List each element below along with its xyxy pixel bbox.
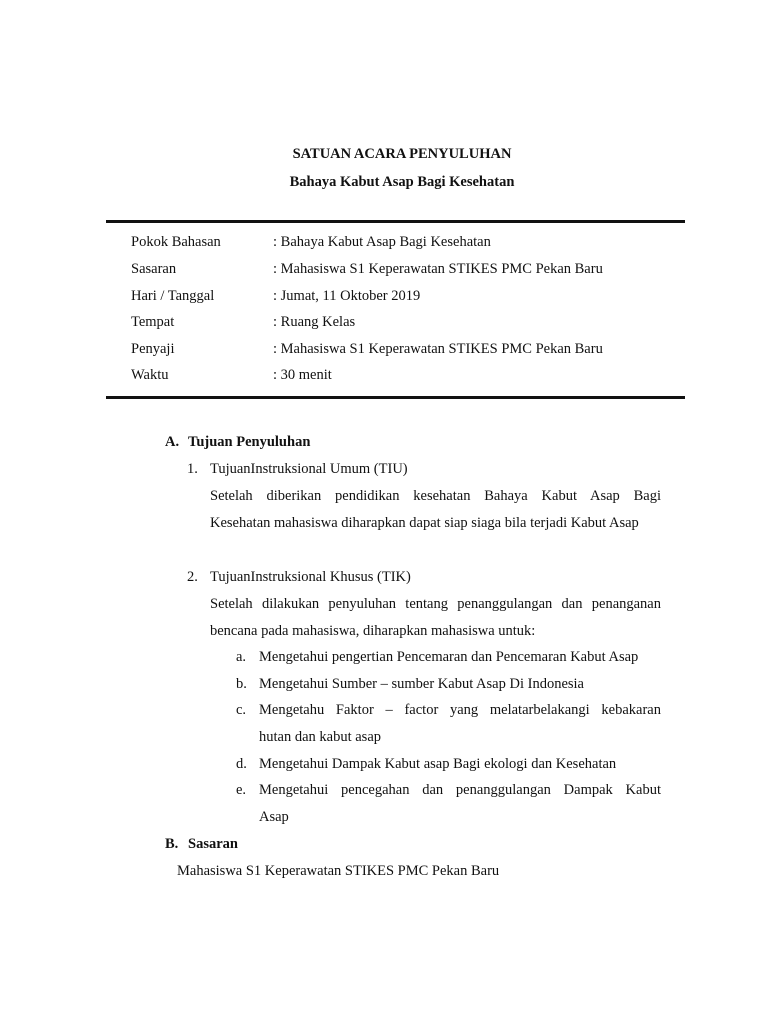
info-value: : Bahaya Kabut Asap Bagi Kesehatan [273,234,491,250]
list-item-marker: a. [236,649,247,665]
info-row-pokok-bahasan [131,234,691,254]
list-item-continuation: Asap [259,809,289,825]
top-rule [106,220,685,223]
list-item-marker: e. [236,782,247,798]
info-label: Penyaji [131,341,175,357]
info-label: Tempat [131,314,175,330]
list-item-marker: b. [236,676,247,692]
list-item-continuation: hutan dan kabut asap [259,729,382,745]
info-row-hari-tanggal [131,288,691,308]
info-label: Waktu [131,367,169,383]
document-title: SATUAN ACARA PENYULUHAN [292,146,512,162]
info-row-penyaji [131,341,691,361]
item-1-text-line-1: Setelah diberikan pendidikan kesehatan Bahaya Kabut Asap Bagi [210,488,661,504]
section-a-heading: Tujuan Penyuluhan [188,434,311,450]
info-value: : Ruang Kelas [273,314,356,330]
list-item: Mengetahui pengertian Pencemaran dan Pencemaran Kabut Asap [259,649,639,665]
info-label: Sasaran [131,261,177,277]
list-item-marker: c. [236,702,247,718]
list-item: Mengetahui pencegahan dan penanggulangan Dampak Kabut [259,782,661,798]
info-label: Pokok Bahasan [131,234,221,250]
info-value: : Mahasiswa S1 Keperawatan STIKES PMC Pekan Baru [273,261,603,277]
item-2-title: TujuanInstruksional Khusus (TIK) [210,569,411,585]
item-2-text-line-1: Setelah dilakukan penyuluhan tentang penanggulangan dan penanganan [210,596,661,612]
info-row-sasaran [131,261,691,281]
list-item-marker: d. [236,756,247,772]
item-1-number: 1. [187,461,198,477]
info-label: Hari / Tanggal [131,288,215,304]
info-value: : 30 menit [273,367,332,383]
section-a-marker: A. [165,434,180,450]
info-row-waktu [131,367,691,387]
info-value: : Mahasiswa S1 Keperawatan STIKES PMC Pekan Baru [273,341,603,357]
list-item: Mengetahu Faktor – factor yang melatarbelakangi kebakaran [259,702,661,718]
info-value: : Jumat, 11 Oktober 2019 [273,288,421,304]
item-2-text-line-2: bencana pada mahasiswa, diharapkan mahasiswa untuk: [210,623,536,639]
item-2-number: 2. [187,569,198,585]
section-b-marker: B. [165,836,179,852]
section-b-heading: Sasaran [188,836,238,852]
list-item: Mengetahui Dampak Kabut asap Bagi ekologi dan Kesehatan [259,756,617,772]
section-b-text: Mahasiswa S1 Keperawatan STIKES PMC Pekan Baru [177,863,500,879]
info-row-tempat [131,314,691,334]
bottom-rule [106,396,685,399]
item-1-text-line-2: Kesehatan mahasiswa diharapkan dapat siap siaga bila terjadi Kabut Asap [210,515,639,531]
document-subtitle: Bahaya Kabut Asap Bagi Kesehatan [289,174,515,190]
list-item: Mengetahui Sumber – sumber Kabut Asap Di Indonesia [259,676,584,692]
item-1-title: TujuanInstruksional Umum (TIU) [210,461,408,477]
